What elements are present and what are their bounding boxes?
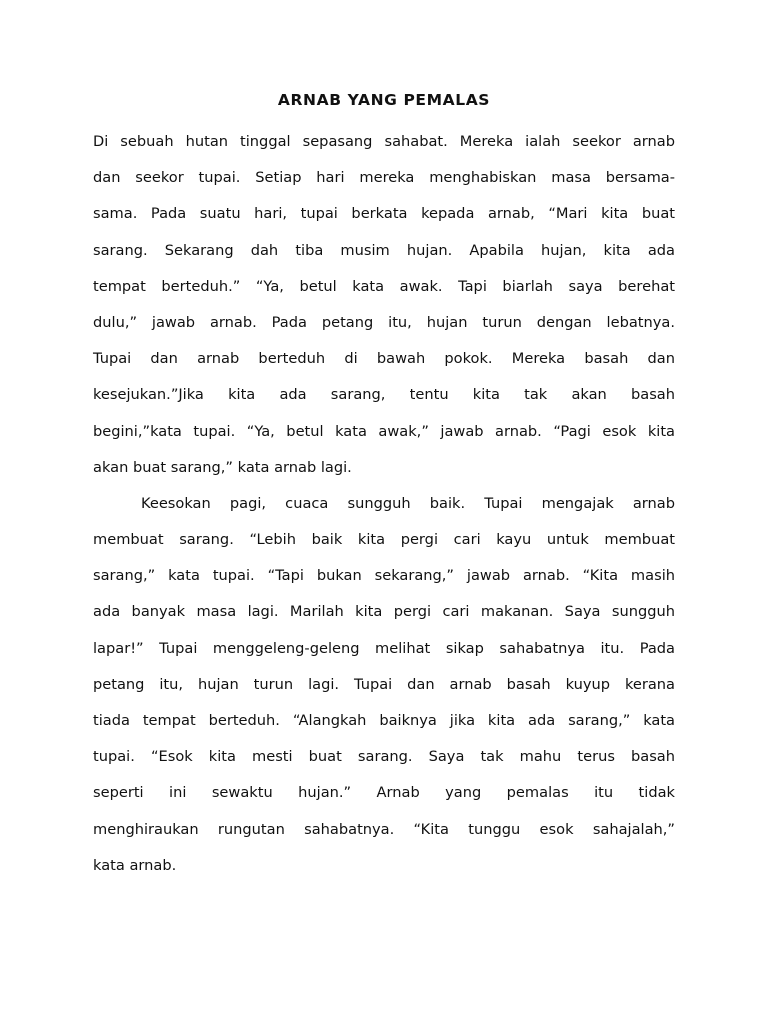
paragraph: [93, 124, 675, 486]
text-line: lapar!” Tupai menggeleng-geleng melihat sikap sahabatnya itu. Pada: [93, 639, 675, 657]
text-line: ada banyak masa lagi. Marilah kita pergi cari makanan. Saya sungguh: [93, 603, 675, 621]
text-line: tiada tempat berteduh. “Alangkah baiknya jika kita ada sarang,” kata: [93, 712, 675, 729]
document-title: ARNAB YANG PEMALAS: [277, 91, 491, 109]
text-line: sarang,” kata tupai. “Tapi bukan sekarang,” jawab arnab. “Kita masih: [93, 567, 675, 585]
text-line: sarang. Sekarang dah tiba musim hujan. Apabila hujan, kita ada: [93, 241, 675, 259]
text-line: akan buat sarang,” kata arnab lagi.: [93, 458, 352, 476]
text-line: kata arnab.: [93, 856, 177, 874]
text-line: menghiraukan rungutan sahabatnya. “Kita tunggu esok sahajalah,”: [93, 820, 675, 838]
text-line: dulu,” jawab arnab. Pada petang itu, hujan turun dengan lebatnya.: [93, 313, 675, 331]
text-line: tupai. “Esok kita mesti buat sarang. Saya tak mahu terus basah: [93, 748, 675, 766]
text-line: petang itu, hujan turun lagi. Tupai dan arnab basah kuyup kerana: [93, 675, 675, 693]
text-line: Keesokan pagi, cuaca sungguh baik. Tupai mengajak arnab: [141, 494, 675, 512]
text-line: Di sebuah hutan tinggal sepasang sahabat. Mereka ialah seekor arnab: [93, 133, 675, 150]
document-body: [93, 124, 675, 884]
paragraph: [93, 486, 675, 884]
text-line: seperti ini sewaktu hujan.” Arnab yang pemalas itu tidak: [93, 784, 675, 802]
text-line: dan seekor tupai. Setiap hari mereka menghabiskan masa bersama-: [93, 169, 675, 187]
text-line: membuat sarang. “Lebih baik kita pergi cari kayu untuk membuat: [93, 531, 675, 549]
text-line: tempat berteduh.” “Ya, betul kata awak. Tapi biarlah saya berehat: [93, 277, 675, 295]
text-line: kesejukan.”Jika kita ada sarang, tentu kita tak akan basah: [93, 386, 675, 404]
text-line: begini,”kata tupai. “Ya, betul kata awak,” jawab arnab. “Pagi esok kita: [93, 422, 675, 440]
text-line: sama. Pada suatu hari, tupai berkata kepada arnab, “Mari kita buat: [93, 205, 675, 223]
text-line: Tupai dan arnab berteduh di bawah pokok. Mereka basah dan: [93, 350, 675, 368]
